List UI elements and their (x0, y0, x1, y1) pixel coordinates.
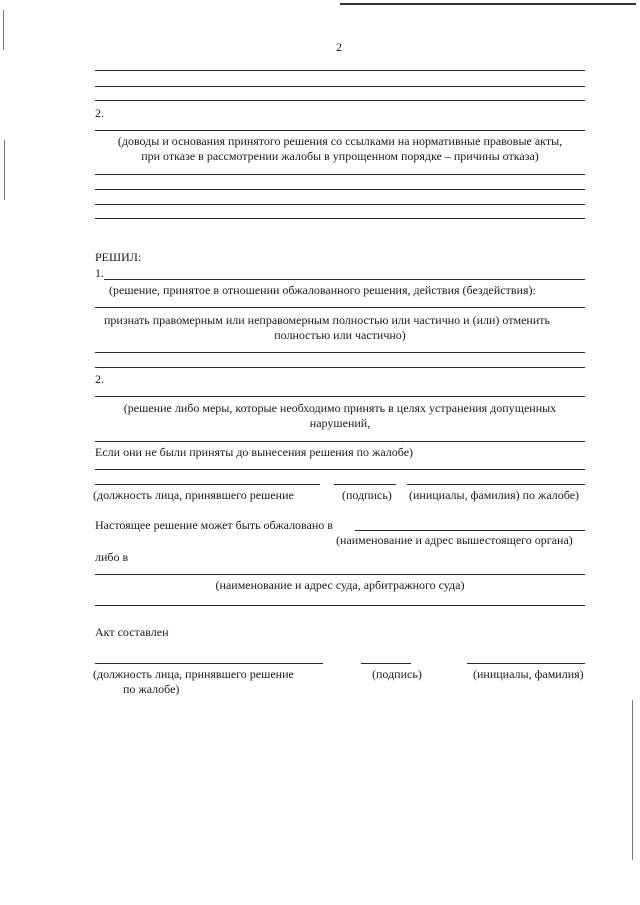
page-number: 2 (336, 40, 342, 54)
position-line (95, 484, 320, 485)
signature1-position-caption: (должность лица, принявшего решение (93, 488, 294, 502)
decision-item1-caption: (решение, принятое в отношении обжалованного решения, действия (бездействия): (109, 283, 536, 297)
fill-line (95, 204, 585, 205)
initials-line (407, 484, 585, 485)
fill-line (95, 605, 585, 606)
fill-line (95, 86, 585, 87)
court-caption: (наименование и адрес суда, арбитражного суда) (215, 578, 465, 592)
fill-line (95, 441, 585, 442)
act-position-caption-line2: по жалобе) (123, 682, 180, 696)
higher-body-caption: (наименование и адрес вышестоящего органа) (336, 533, 573, 547)
decision-item1-number: 1. (95, 266, 104, 280)
decision-item2-caption: (решение либо меры, которые необходимо принять в целях устранения допущенных (123, 401, 557, 415)
decision-item2-caption2: нарушений, (309, 416, 371, 430)
signature1-initials-caption: (инициалы, фамилия) по жалобе) (409, 488, 580, 502)
fill-line (95, 174, 585, 175)
appeal-or-text: либо в (95, 550, 129, 564)
fill-line (95, 367, 585, 368)
decision-item2-number: 2. (95, 372, 104, 386)
scan-edge-right (632, 700, 633, 860)
court-line (95, 574, 585, 575)
fill-line (95, 100, 585, 101)
act-signature-caption: (подпись) (372, 667, 422, 681)
decision-item1-line3: полностью или частично) (274, 328, 406, 342)
section2-caption-line1: (доводы и основания принятого решения со ссылками на нормативные правовые акты, (117, 134, 563, 148)
decision-heading: РЕШИЛ: (95, 250, 142, 264)
act-label: Акт составлен (95, 625, 169, 639)
act-position-line (95, 663, 323, 664)
appeal-text: Настоящее решение может быть обжаловано в (95, 518, 333, 532)
decision-item2-note: Если они не были приняты до вынесения решения по жалобе) (95, 445, 414, 459)
decision-item1-line2: признать правомерным или неправомерным полностью или частично и (или) отменить (104, 313, 550, 327)
higher-body-line (355, 530, 585, 531)
fill-line (95, 396, 585, 397)
fill-line (104, 279, 585, 280)
scan-edge-left-2 (4, 140, 5, 200)
fill-line (95, 352, 585, 353)
scan-edge-left (3, 10, 4, 50)
act-initials-caption: (инициалы, фамилия) (473, 667, 584, 681)
fill-line (95, 189, 585, 190)
section2-caption-line2: при отказе в рассмотрении жалобы в упрощенном порядке – причины отказа) (141, 149, 539, 163)
fill-line (95, 307, 585, 308)
fill-line (95, 469, 585, 470)
signature-line (334, 484, 396, 485)
signature1-signature-caption: (подпись) (342, 488, 392, 502)
scan-edge-top (340, 3, 636, 5)
section2-number: 2. (95, 106, 104, 120)
fill-line (95, 70, 585, 71)
act-position-caption-line1: (должность лица, принявшего решение (93, 667, 294, 681)
act-initials-line (467, 663, 585, 664)
fill-line (95, 130, 585, 131)
fill-line (95, 218, 585, 219)
act-signature-line (361, 663, 411, 664)
